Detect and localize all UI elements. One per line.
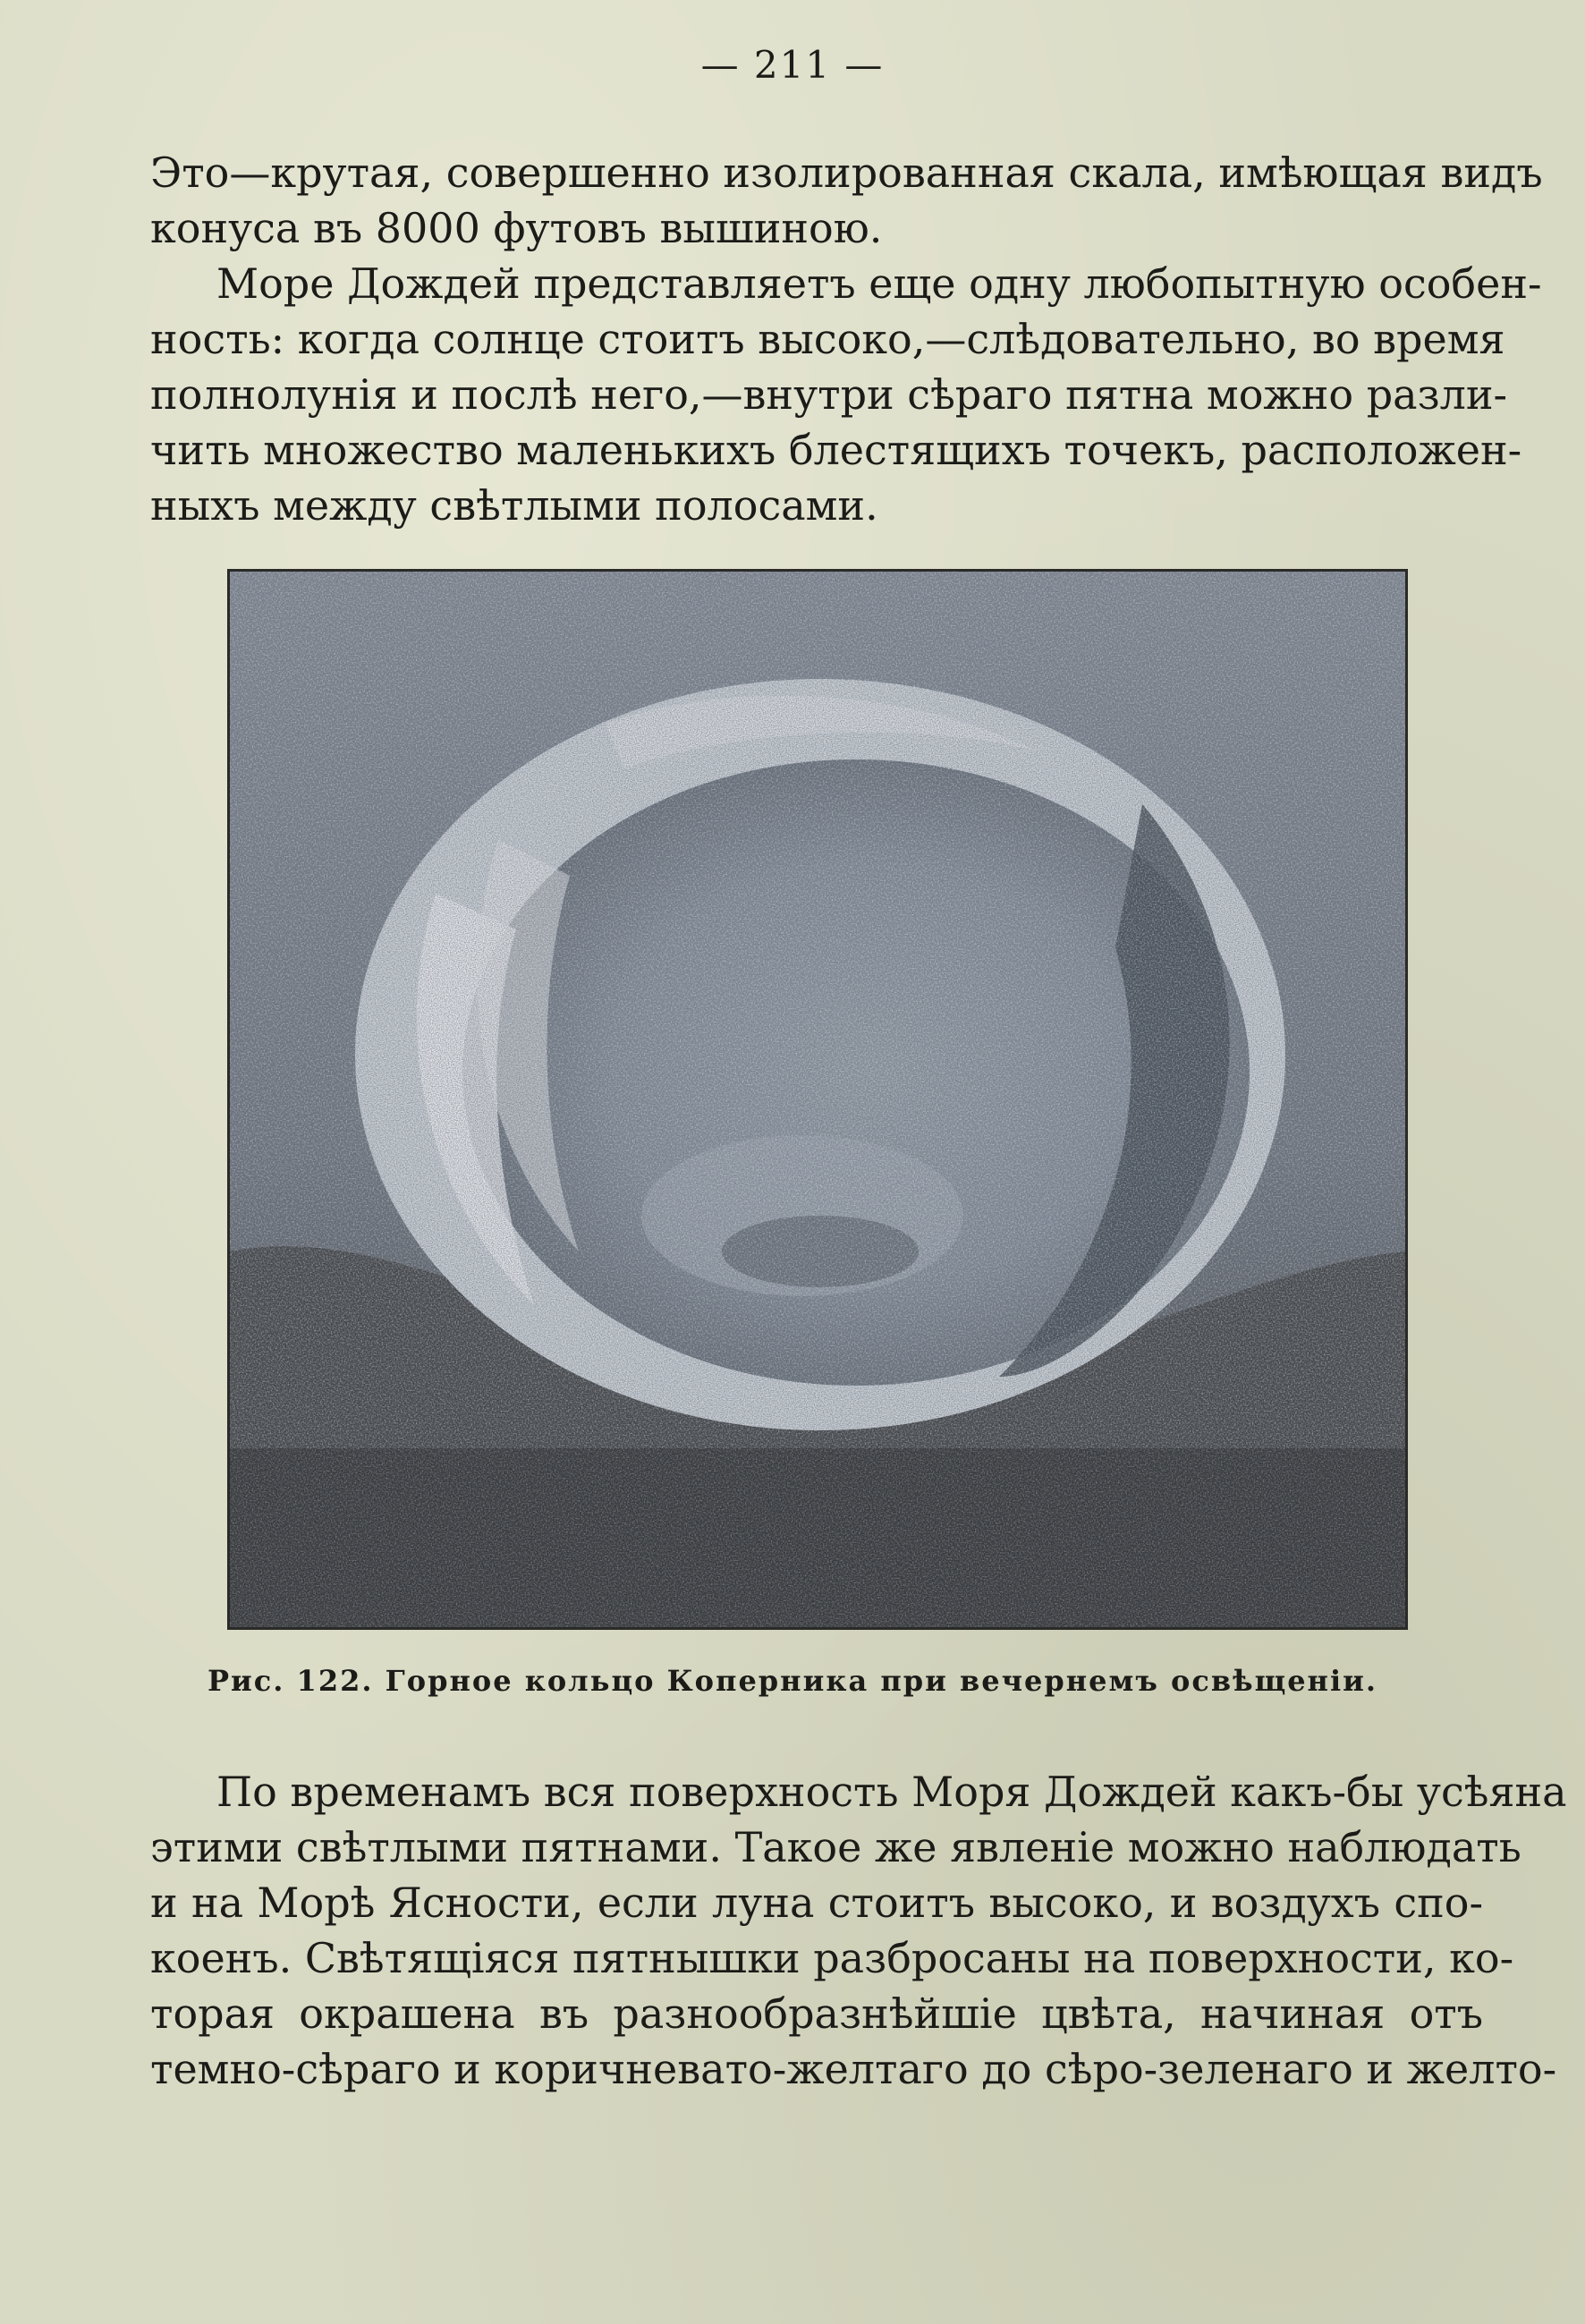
text-line: Море Дождей представляетъ еще одну любопытную особен- (216, 259, 1542, 308)
text-line: темно-сѣраго и коричневато-желтаго до сѣро-зеленаго и желто- (150, 2045, 1557, 2093)
text-line: торая окрашена въ разнообразнѣйшіе цвѣта, начиная отъ (150, 1989, 1483, 2038)
text-line: ность: когда солнце стоитъ высоко,—слѣдовательно, во время (150, 315, 1505, 363)
text-line: коенъ. Свѣтящіяся пятнышки разбросаны на поверхности, ко- (150, 1934, 1514, 1982)
paragraph-1 (150, 145, 1543, 256)
crater-engraving (230, 572, 1405, 1627)
text-line: чить множество маленькихъ блестящихъ точекъ, расположен- (150, 426, 1522, 474)
text-line: конуса въ 8000 футовъ вышиною. (150, 204, 883, 252)
text-line: этими свѣтлыми пятнами. Такое же явленіе можно наблюдать (150, 1823, 1521, 1871)
text-line: ныхъ между свѣтлыми полосами. (150, 481, 878, 530)
page-number: — 211 — (700, 43, 885, 87)
paragraph-2 (150, 256, 1542, 533)
text-line: Это—крутая, совершенно изолированная скала, имѣющая видъ (150, 148, 1543, 197)
paragraph-3 (150, 1764, 1567, 2097)
copernicus-crater-illustration (227, 569, 1408, 1630)
text-line: По временамъ вся поверхность Моря Дождей какъ-бы усѣяна (216, 1768, 1567, 1816)
figure-caption: Рис. 122. Горное кольцо Коперника при вечернемъ освѣщеніи. (207, 1664, 1377, 1698)
text-line: и на Морѣ Ясности, если луна стоитъ высоко, и воздухъ спо- (150, 1879, 1483, 1927)
text-line: полнолунія и послѣ него,—внутри сѣраго пятна можно разли- (150, 370, 1508, 419)
